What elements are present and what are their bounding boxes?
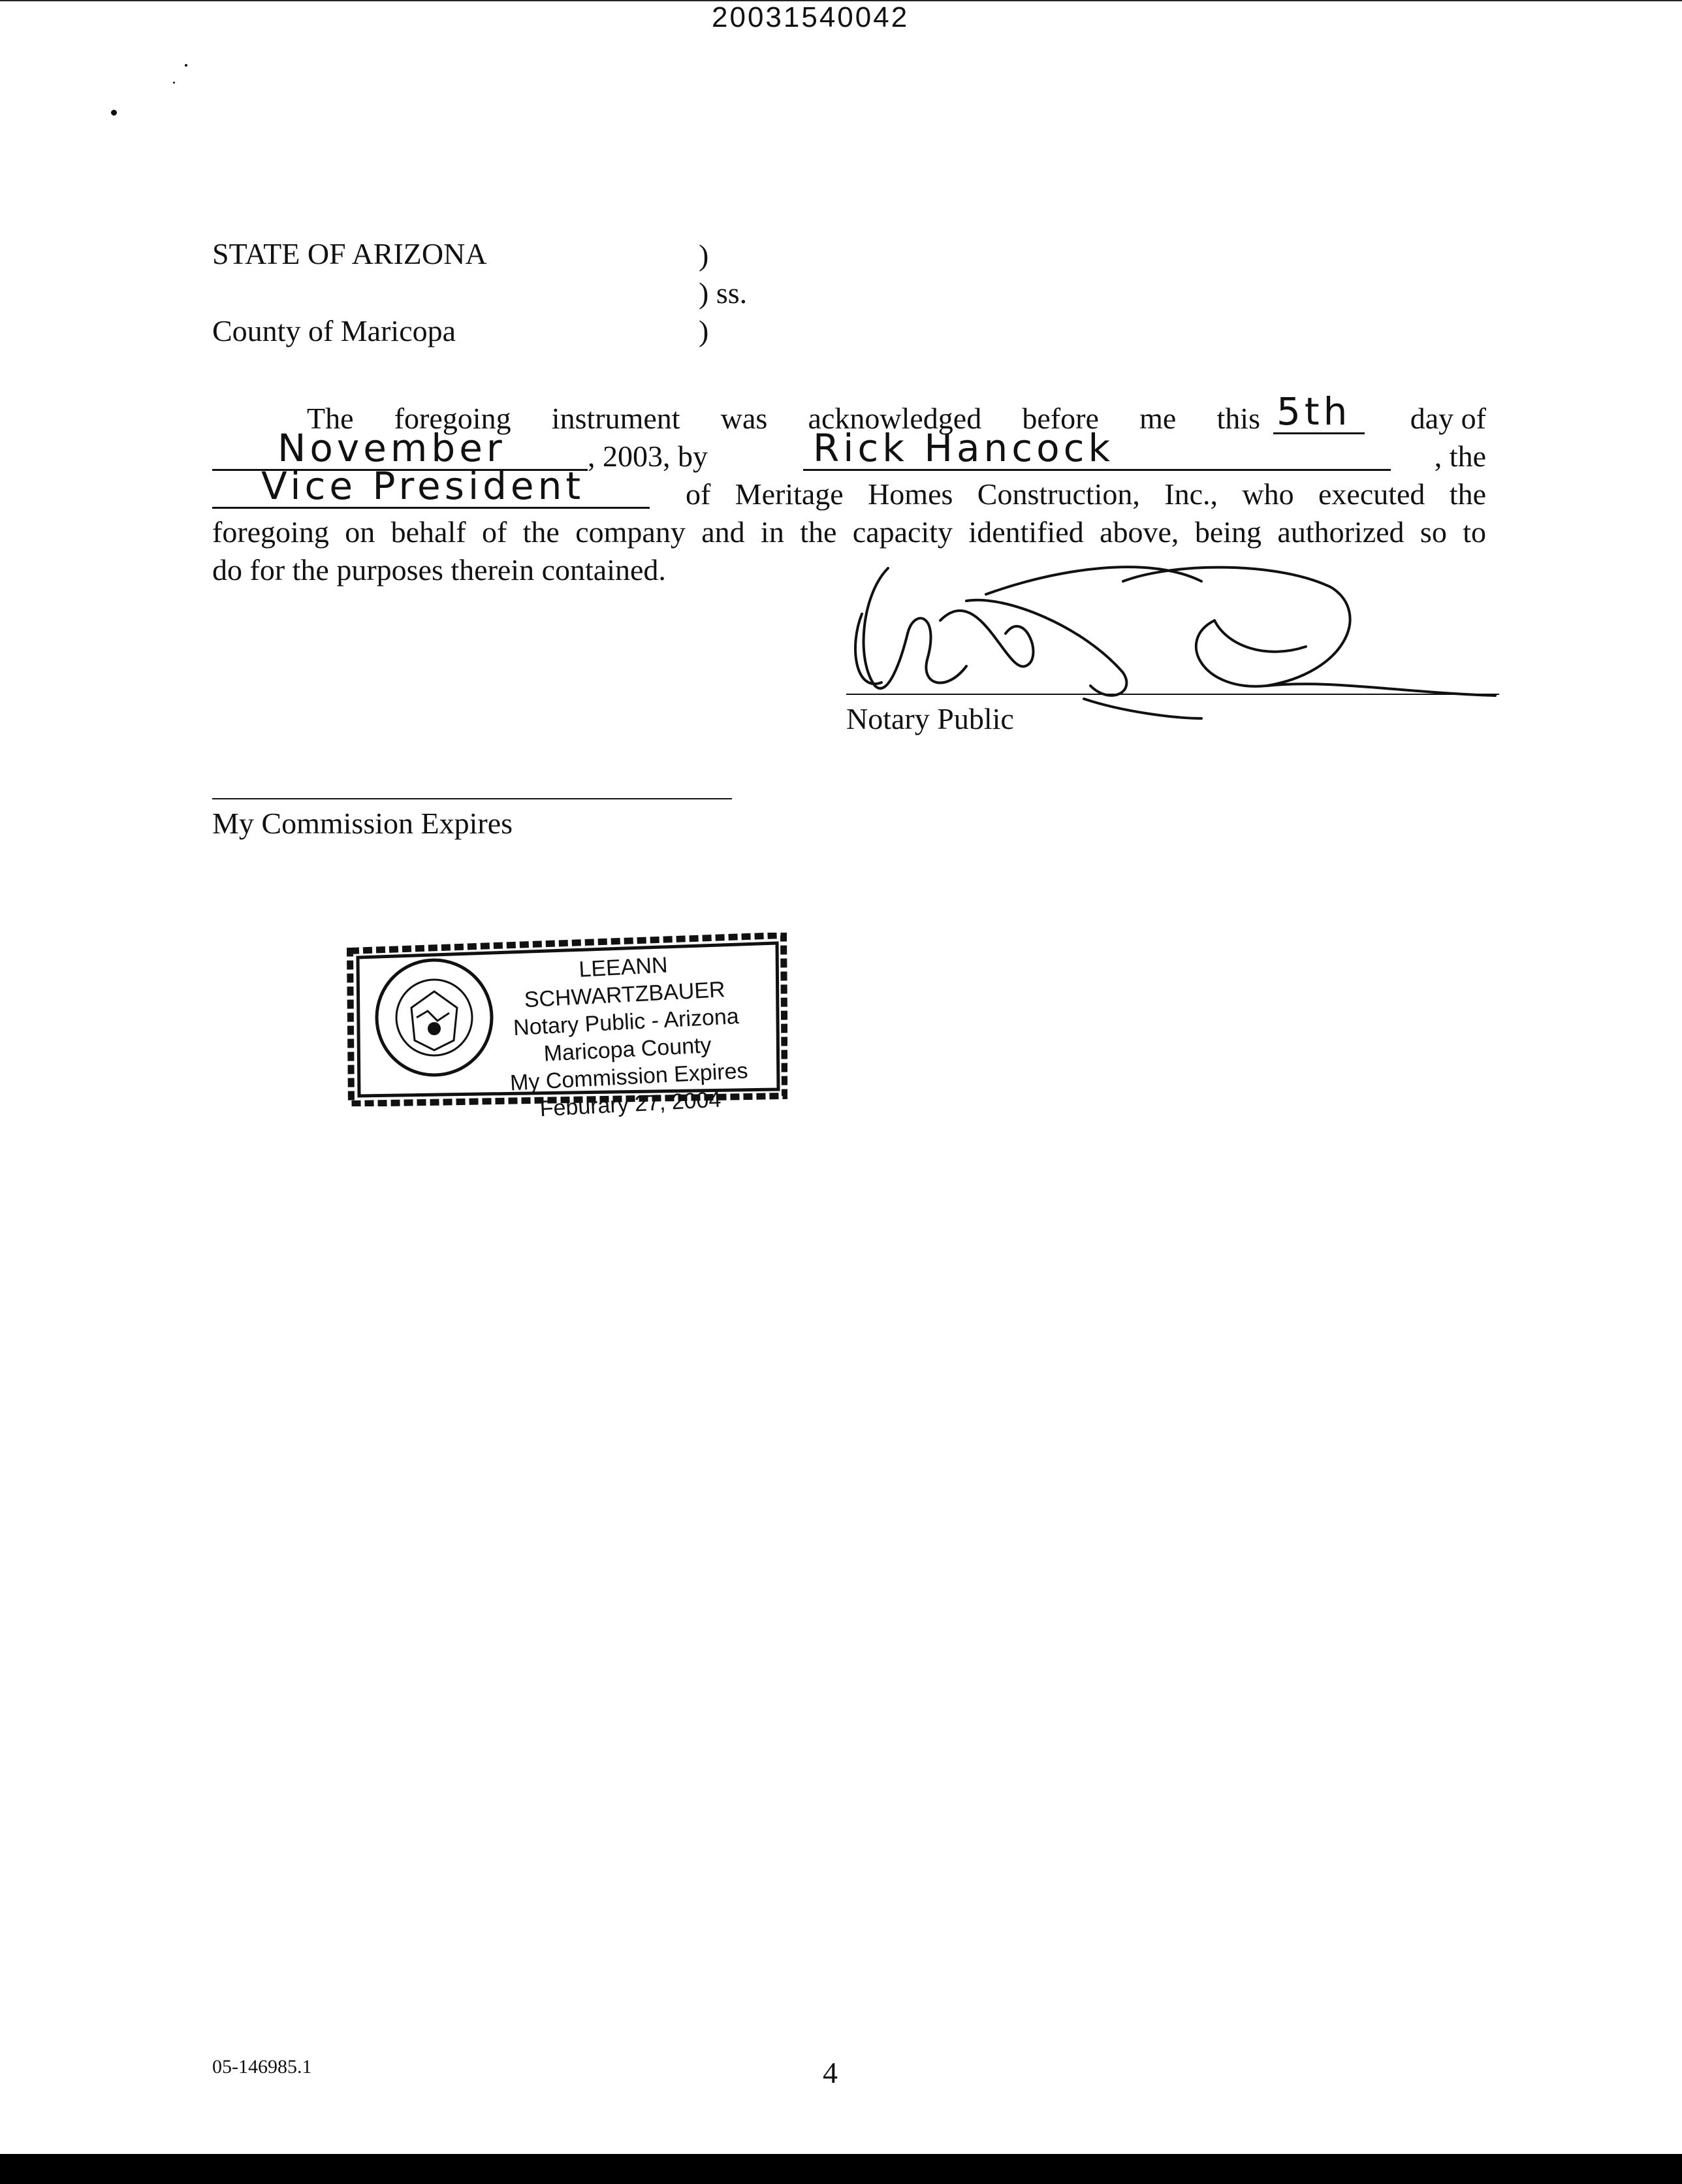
venue-county: County of Maricopa <box>212 314 456 347</box>
ack-day-of: day of <box>1410 402 1486 435</box>
notary-public-label: Notary Public <box>846 702 1014 735</box>
handwritten-month: November <box>278 426 506 470</box>
page-number: 4 <box>823 2056 838 2089</box>
bottom-scan-edge <box>0 2154 1682 2184</box>
arizona-state-seal-icon <box>372 956 496 1080</box>
scan-speck <box>185 64 187 67</box>
ack-year: , 2003, by <box>588 440 708 473</box>
stamp-notary-name: LEEANN SCHWARTZBAUER <box>523 952 726 1013</box>
handwritten-name: Rick Hancock <box>813 426 1115 470</box>
venue-ss: ) ss. <box>699 276 748 310</box>
stamp-commission-date: Feburary 27, 2004 <box>539 1087 722 1122</box>
notary-stamp <box>346 933 787 1122</box>
recording-number: 20031540042 <box>712 1 910 33</box>
stamp-text-block <box>492 947 762 1125</box>
document-reference: 05-146985.1 <box>212 2056 312 2078</box>
ack-line-4: foregoing on behalf of the company and in the capacity identified above, being authorized so to <box>212 515 1486 549</box>
venue-paren: ) <box>699 314 709 347</box>
scan-speck <box>111 110 117 116</box>
stamp-commission-label: My Commission Expires <box>509 1058 749 1096</box>
venue-paren: ) <box>699 238 709 272</box>
stamp-county: Maricopa County <box>543 1033 712 1067</box>
handwritten-title: Vice President <box>261 464 585 508</box>
ack-the: , the <box>1434 440 1486 473</box>
venue-state: STATE OF ARIZONA <box>212 237 487 270</box>
commission-label: My Commission Expires <box>212 807 513 840</box>
ack-line-3: of Meritage Homes Construction, Inc., who executed the <box>686 477 1486 511</box>
commission-line <box>212 798 732 799</box>
stamp-notary-title: Notary Public - Arizona <box>513 1004 740 1041</box>
handwritten-day: 5th <box>1277 389 1352 434</box>
ack-line-1: The foregoing instrument was acknowledged before me this <box>307 402 1260 435</box>
ack-line-5: do for the purposes therein contained. <box>212 553 666 586</box>
signature-line <box>846 694 1499 695</box>
scan-speck <box>173 82 175 84</box>
